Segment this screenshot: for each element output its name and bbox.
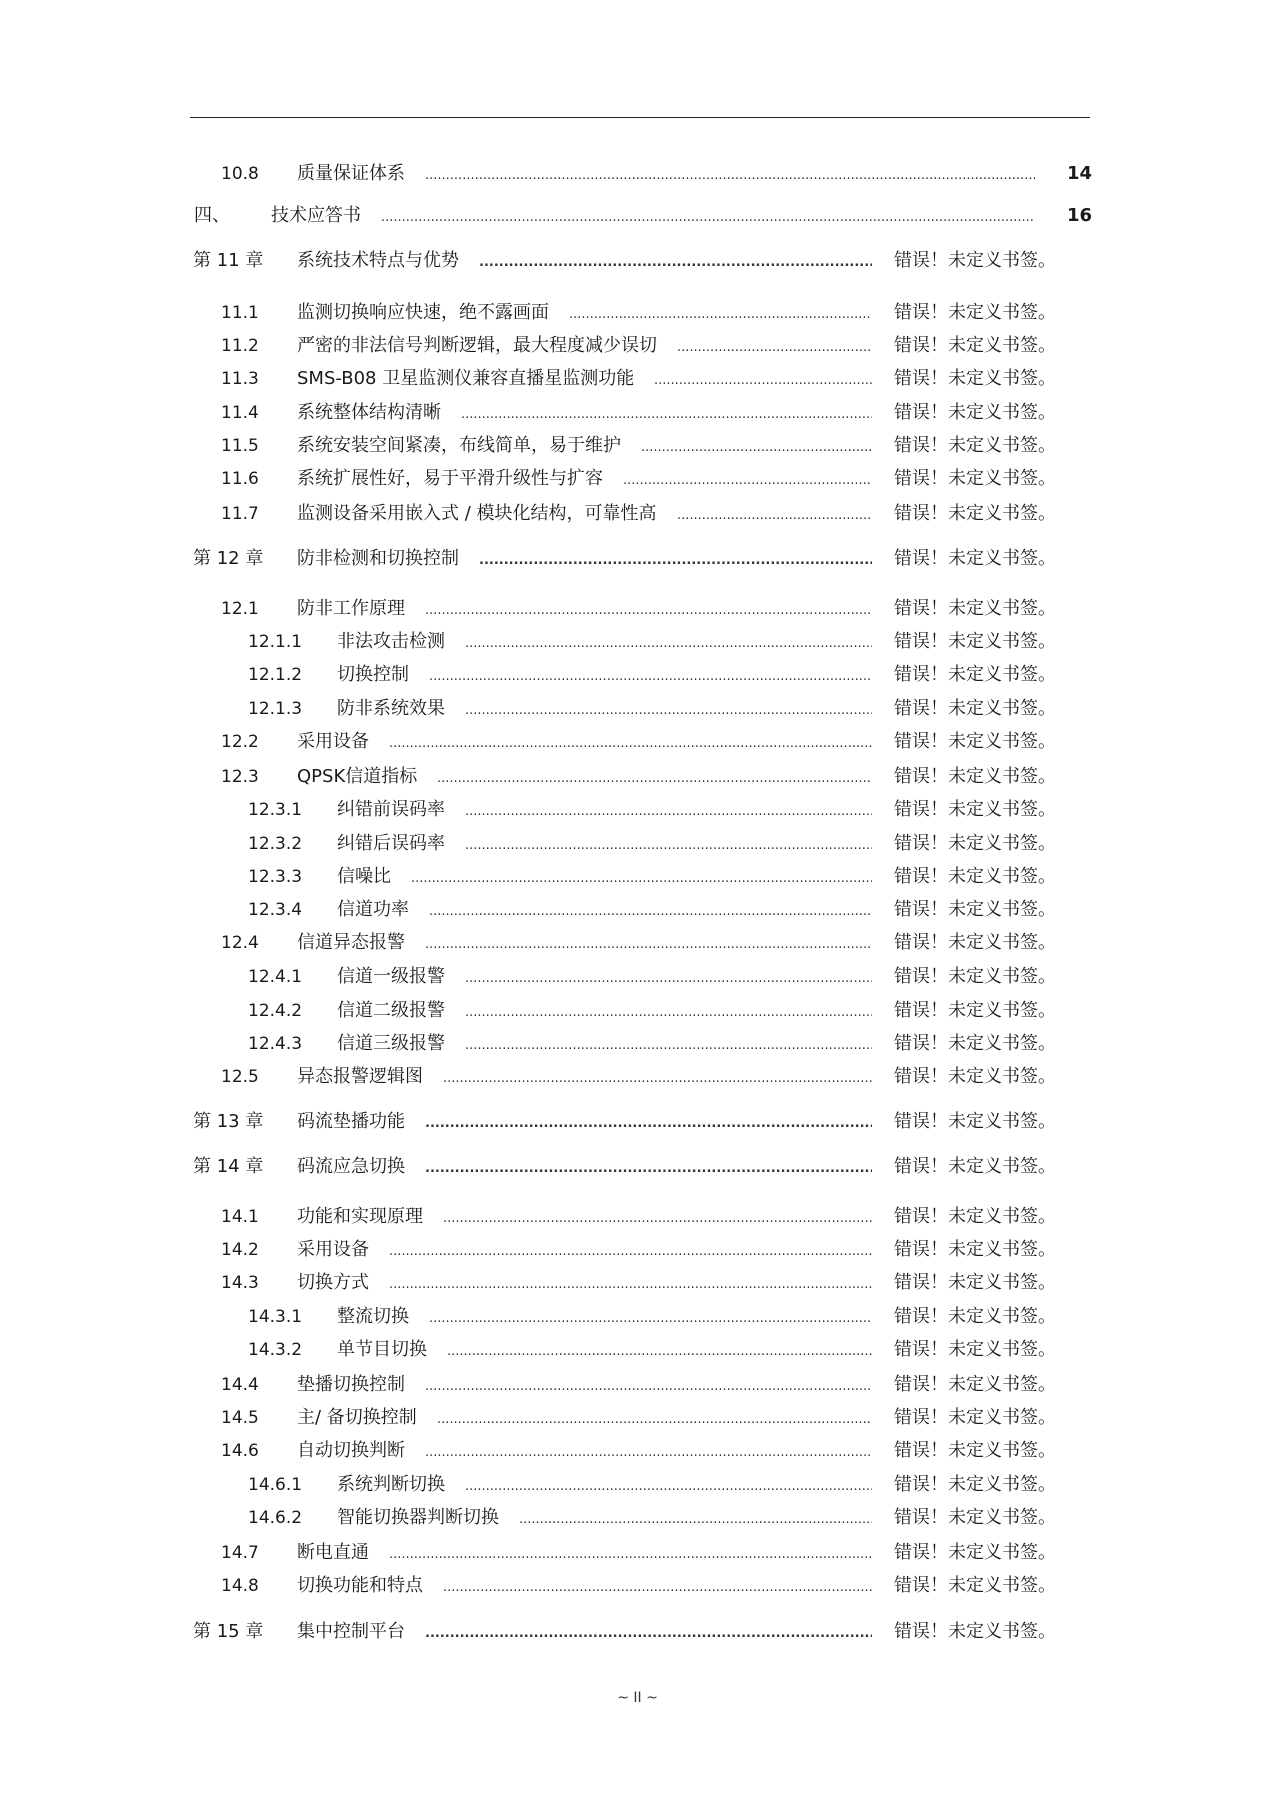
toc-entry-number: 12.2 — [221, 732, 259, 752]
toc-entry-page: 14 — [1066, 163, 1092, 184]
toc-entry-number: 第 14 章 — [193, 1156, 264, 1177]
toc-entry[interactable] — [0, 898, 1275, 922]
toc-entry-number: 第 11 章 — [193, 250, 264, 271]
toc-entry-title: 断电直通 — [297, 1542, 369, 1563]
toc-entry-title: 监测设备采用嵌入式 / 模块化结构，可靠性高 — [297, 503, 657, 524]
toc-entry-number: 14.3.2 — [248, 1340, 303, 1360]
toc-entry-page: 错误！未定义书签。 — [894, 932, 1056, 953]
toc-leader-dots — [411, 865, 872, 889]
toc-entry-page: 错误！未定义书签。 — [894, 1239, 1056, 1260]
toc-entry-page: 错误！未定义书签。 — [894, 1407, 1056, 1428]
toc-entry-page: 错误！未定义书签。 — [894, 1272, 1056, 1293]
toc-entry-title: 单节目切换 — [337, 1339, 427, 1360]
toc-entry-page: 错误！未定义书签。 — [894, 1156, 1056, 1177]
toc-leader-dots — [677, 334, 872, 358]
toc-entry-title: 信噪比 — [337, 866, 391, 887]
toc-entry-title: 非法攻击检测 — [337, 631, 445, 652]
toc-entry-page: 错误！未定义书签。 — [894, 1306, 1056, 1327]
toc-entry-number: 11.2 — [221, 336, 259, 356]
toc-entry-title: 切换功能和特点 — [297, 1575, 423, 1596]
toc-leader-dots — [465, 798, 872, 822]
toc-entry[interactable] — [0, 730, 1275, 754]
toc-entry[interactable] — [0, 697, 1275, 721]
toc-entry-number: 12.4 — [221, 933, 259, 953]
toc-leader-dots — [461, 401, 872, 425]
toc-entry[interactable] — [0, 1574, 1275, 1598]
toc-entry[interactable] — [0, 467, 1275, 491]
toc-entry-page: 错误！未定义书签。 — [894, 468, 1056, 489]
toc-entry-page: 错误！未定义书签。 — [894, 1575, 1056, 1596]
toc-entry-page: 错误！未定义书签。 — [894, 833, 1056, 854]
toc-entry-title: 防非检测和切换控制 — [297, 548, 459, 569]
toc-entry-page: 错误！未定义书签。 — [894, 1000, 1056, 1021]
toc-leader-dots — [429, 663, 872, 687]
toc-entry-title: 切换控制 — [337, 664, 409, 685]
toc-leader-dots — [519, 1506, 872, 1530]
toc-entry-number: 12.1 — [221, 599, 259, 619]
toc-leader-dots — [465, 965, 872, 989]
toc-leader-dots — [389, 1271, 872, 1295]
toc-entry-number: 12.1.2 — [248, 665, 303, 685]
toc-entry-title: 技术应答书 — [271, 205, 361, 226]
toc-entry[interactable] — [0, 999, 1275, 1023]
toc-entry-title: 码流垫播功能 — [297, 1111, 405, 1132]
toc-entry-title: 垫播切换控制 — [297, 1374, 405, 1395]
toc-entry[interactable] — [0, 931, 1275, 955]
toc-entry-title: 防非工作原理 — [297, 598, 405, 619]
toc-leader-dots — [465, 1032, 872, 1056]
toc-entry[interactable] — [0, 798, 1275, 822]
toc-leader-dots — [623, 467, 872, 491]
toc-entry-page: 错误！未定义书签。 — [894, 631, 1056, 652]
toc-entry-page: 错误！未定义书签。 — [894, 1474, 1056, 1495]
toc-entry[interactable] — [0, 301, 1275, 325]
toc-entry-page: 错误！未定义书签。 — [894, 766, 1056, 787]
toc-leader-dots — [569, 301, 872, 325]
toc-leader-dots — [389, 730, 872, 754]
toc-entry[interactable] — [0, 1439, 1275, 1463]
toc-entry-page: 错误！未定义书签。 — [894, 250, 1056, 271]
toc-entry-number: 11.1 — [221, 303, 259, 323]
toc-entry-number: 10.8 — [221, 164, 259, 184]
toc-entry-number: 11.4 — [221, 403, 259, 423]
toc-entry-number: 12.4.2 — [248, 1001, 303, 1021]
toc-entry-title: 智能切换器判断切换 — [337, 1507, 499, 1528]
toc-entry-title: 系统技术特点与优势 — [297, 250, 459, 271]
toc-entry-number: 12.3.2 — [248, 834, 303, 854]
toc-leader-dots — [641, 434, 872, 458]
toc-entry[interactable] — [0, 1338, 1275, 1362]
toc-leader-dots — [425, 1155, 872, 1179]
toc-leader-dots — [479, 249, 872, 273]
toc-entry[interactable] — [0, 1065, 1275, 1089]
toc-entry-number: 14.3 — [221, 1273, 259, 1293]
toc-leader-dots — [465, 832, 872, 856]
page-footer: ~ II ~ — [617, 1690, 658, 1706]
toc-entry-title: 主/ 备切换控制 — [297, 1407, 417, 1428]
toc-entry-page: 错误！未定义书签。 — [894, 598, 1056, 619]
toc-entry[interactable] — [0, 1205, 1275, 1229]
toc-entry-title: 异态报警逻辑图 — [297, 1066, 423, 1087]
toc-entry[interactable] — [0, 663, 1275, 687]
toc-entry-page: 错误！未定义书签。 — [894, 698, 1056, 719]
toc-entry-title: 信道功率 — [337, 899, 409, 920]
toc-entry[interactable] — [0, 765, 1275, 789]
toc-entry-number: 14.2 — [221, 1240, 259, 1260]
toc-entry-page: 错误！未定义书签。 — [894, 966, 1056, 987]
toc-entry-page: 错误！未定义书签。 — [894, 503, 1056, 524]
toc-leader-dots — [425, 1373, 872, 1397]
toc-entry-page: 错误！未定义书签。 — [894, 1621, 1056, 1642]
toc-entry-number: 12.3.1 — [248, 800, 303, 820]
toc-entry-page: 错误！未定义书签。 — [894, 1111, 1056, 1132]
toc-leader-dots — [425, 162, 1035, 186]
toc-leader-dots — [465, 1473, 872, 1497]
toc-entry[interactable] — [0, 204, 1275, 228]
toc-entry-page: 错误！未定义书签。 — [894, 1033, 1056, 1054]
toc-entry[interactable] — [0, 1373, 1275, 1397]
toc-entry-title: 采用设备 — [297, 1239, 369, 1260]
toc-leader-dots — [443, 1574, 872, 1598]
toc-entry[interactable] — [0, 630, 1275, 654]
toc-entry-title: 切换方式 — [297, 1272, 369, 1293]
toc-entry-page: 错误！未定义书签。 — [894, 302, 1056, 323]
toc-entry-title: 信道一级报警 — [337, 966, 445, 987]
toc-entry[interactable] — [0, 1620, 1275, 1644]
toc-leader-dots — [429, 1305, 872, 1329]
toc-entry-title: 信道二级报警 — [337, 1000, 445, 1021]
toc-entry-number: 12.1.1 — [248, 632, 303, 652]
toc-entry-number: 第 13 章 — [193, 1111, 264, 1132]
toc-entry-page: 错误！未定义书签。 — [894, 435, 1056, 456]
toc-entry[interactable] — [0, 367, 1275, 391]
toc-entry[interactable] — [0, 401, 1275, 425]
toc-entry-title: 严密的非法信号判断逻辑，最大程度减少误切 — [297, 335, 657, 356]
toc-entry[interactable] — [0, 1032, 1275, 1056]
toc-entry-title: 信道异态报警 — [297, 932, 405, 953]
toc-entry-number: 14.6.2 — [248, 1508, 303, 1528]
toc-entry-number: 11.7 — [221, 504, 259, 524]
toc-leader-dots — [437, 1406, 872, 1430]
toc-entry[interactable] — [0, 1406, 1275, 1430]
toc-entry[interactable] — [0, 434, 1275, 458]
toc-entry-title: 防非系统效果 — [337, 698, 445, 719]
toc-entry-number: 14.4 — [221, 1375, 259, 1395]
toc-entry[interactable] — [0, 1506, 1275, 1530]
toc-entry-page: 错误！未定义书签。 — [894, 402, 1056, 423]
toc-leader-dots — [425, 931, 872, 955]
toc-entry-number: 12.4.3 — [248, 1034, 303, 1054]
toc-entry-title: 功能和实现原理 — [297, 1206, 423, 1227]
toc-entry[interactable] — [0, 865, 1275, 889]
toc-entry[interactable] — [0, 1110, 1275, 1134]
toc-leader-dots — [425, 1620, 872, 1644]
toc-entry-number: 四、 — [194, 205, 230, 226]
toc-entry-number: 12.3.4 — [248, 900, 303, 920]
toc-entry-title: QPSK信道指标 — [297, 766, 418, 787]
toc-entry-page: 错误！未定义书签。 — [894, 1206, 1056, 1227]
toc-entry-page: 错误！未定义书签。 — [894, 548, 1056, 569]
toc-leader-dots — [465, 697, 872, 721]
toc-entry-number: 11.5 — [221, 436, 259, 456]
toc-entry-page: 错误！未定义书签。 — [894, 368, 1056, 389]
toc-entry-page: 16 — [1066, 205, 1092, 226]
toc-entry[interactable] — [0, 1271, 1275, 1295]
toc-entry-title: 集中控制平台 — [297, 1621, 405, 1642]
toc-entry[interactable] — [0, 162, 1275, 186]
toc-entry[interactable] — [0, 547, 1275, 571]
toc-entry-page: 错误！未定义书签。 — [894, 1542, 1056, 1563]
toc-entry-title: 纠错后误码率 — [337, 833, 445, 854]
toc-leader-dots — [425, 597, 872, 621]
toc-entry-number: 12.4.1 — [248, 967, 303, 987]
toc-entry-number: 12.3 — [221, 767, 259, 787]
toc-leader-dots — [447, 1338, 872, 1362]
toc-entry-page: 错误！未定义书签。 — [894, 799, 1056, 820]
toc-entry-title: 纠错前误码率 — [337, 799, 445, 820]
toc-entry-number: 12.5 — [221, 1067, 259, 1087]
toc-leader-dots — [465, 630, 872, 654]
toc-leader-dots — [381, 204, 1035, 228]
toc-leader-dots — [443, 1205, 872, 1229]
toc-entry[interactable] — [0, 1155, 1275, 1179]
toc-entry[interactable] — [0, 832, 1275, 856]
toc-leader-dots — [465, 999, 872, 1023]
toc-entry-number: 14.3.1 — [248, 1307, 303, 1327]
toc-entry-title: SMS-B08 卫星监测仪兼容直播星监测功能 — [297, 368, 635, 389]
toc-entry[interactable] — [0, 1305, 1275, 1329]
toc-entry-number: 14.7 — [221, 1543, 259, 1563]
toc-entry-title: 信道三级报警 — [337, 1033, 445, 1054]
toc-entry-title: 码流应急切换 — [297, 1156, 405, 1177]
toc-entry-page: 错误！未定义书签。 — [894, 1507, 1056, 1528]
toc-leader-dots — [443, 1065, 872, 1089]
toc-entry-title: 系统判断切换 — [337, 1474, 445, 1495]
toc-entry-title: 系统扩展性好，易于平滑升级性与扩容 — [297, 468, 603, 489]
toc-entry-page: 错误！未定义书签。 — [894, 866, 1056, 887]
toc-entry-number: 11.6 — [221, 469, 259, 489]
toc-leader-dots — [425, 1110, 872, 1134]
toc-entry[interactable] — [0, 597, 1275, 621]
toc-leader-dots — [389, 1238, 872, 1262]
toc-entry-number: 14.6.1 — [248, 1475, 303, 1495]
toc-leader-dots — [654, 367, 872, 391]
toc-leader-dots — [677, 502, 872, 526]
toc-leader-dots — [425, 1439, 872, 1463]
toc-entry-page: 错误！未定义书签。 — [894, 1440, 1056, 1461]
toc-entry-number: 第 15 章 — [193, 1621, 264, 1642]
toc-entry-title: 采用设备 — [297, 731, 369, 752]
toc-entry[interactable] — [0, 965, 1275, 989]
toc-entry[interactable] — [0, 249, 1275, 273]
toc-entry-number: 12.1.3 — [248, 699, 303, 719]
toc-entry[interactable] — [0, 1473, 1275, 1497]
toc-leader-dots — [389, 1541, 872, 1565]
toc-entry-title: 质量保证体系 — [297, 163, 405, 184]
toc-entry-number: 12.3.3 — [248, 867, 303, 887]
toc-leader-dots — [429, 898, 872, 922]
toc-entry-page: 错误！未定义书签。 — [894, 1339, 1056, 1360]
toc-leader-dots — [437, 765, 872, 789]
toc-entry-number: 第 12 章 — [193, 548, 264, 569]
toc-leader-dots — [479, 547, 872, 571]
toc-entry[interactable] — [0, 1238, 1275, 1262]
toc-entry-title: 监测切换响应快速，绝不露画面 — [297, 302, 549, 323]
toc-entry-page: 错误！未定义书签。 — [894, 899, 1056, 920]
toc-entry-number: 14.8 — [221, 1576, 259, 1596]
toc-entry[interactable] — [0, 334, 1275, 358]
toc-entry-number: 14.5 — [221, 1408, 259, 1428]
toc-entry-number: 14.1 — [221, 1207, 259, 1227]
toc-entry-title: 自动切换判断 — [297, 1440, 405, 1461]
toc-entry[interactable] — [0, 1541, 1275, 1565]
toc-entry-page: 错误！未定义书签。 — [894, 731, 1056, 752]
toc-entry-page: 错误！未定义书签。 — [894, 1374, 1056, 1395]
toc-entry-number: 11.3 — [221, 369, 259, 389]
toc-entry-page: 错误！未定义书签。 — [894, 1066, 1056, 1087]
toc-entry-title: 系统安装空间紧凑，布线简单，易于维护 — [297, 435, 621, 456]
toc-entry-title: 整流切换 — [337, 1306, 409, 1327]
toc-entry-page: 错误！未定义书签。 — [894, 664, 1056, 685]
toc-entry-page: 错误！未定义书签。 — [894, 335, 1056, 356]
toc-entry-number: 14.6 — [221, 1441, 259, 1461]
toc-entry-title: 系统整体结构清晰 — [297, 402, 441, 423]
toc-entry[interactable] — [0, 502, 1275, 526]
